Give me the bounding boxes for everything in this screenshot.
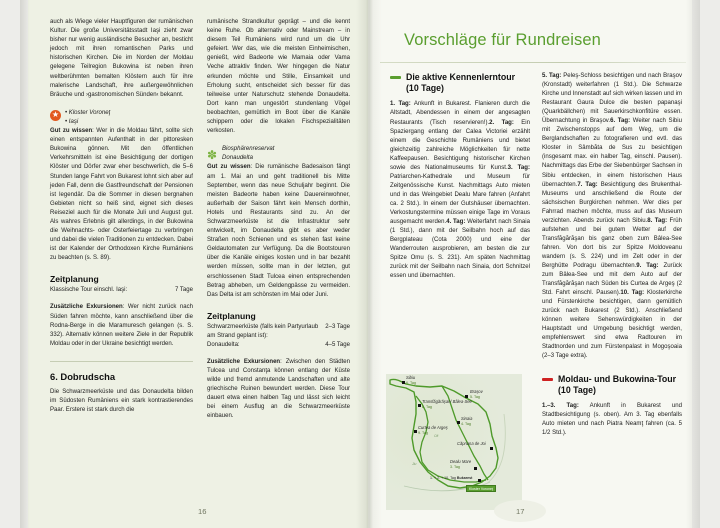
plan-row-value: 7 Tage [174,287,193,294]
plan-row-value: 4–5 Tage [325,341,350,348]
poi-item: Biosphärenreservat [222,146,275,153]
left-page-edge-shadow [20,0,30,528]
map-dot [465,395,468,398]
day-text: Ankunft in Bukarest. Flanieren durch die Altstadt, Abendessen in einem der angesagten Restaurants (Tisch reservieren!). [390,101,530,126]
tour-heading-active [390,72,530,94]
left-page-columns [50,18,350,498]
extra-excursions-label: Zusätzliche Exkursionen [50,304,123,311]
plan-row-value: 2–3 Tage [325,323,350,330]
day-label: 4. Tag: [446,219,466,226]
day-text: Ein Spaziergang entlang der Calea Victoriei erzählt einem die Geschichte Rumäniens und bietet gleichzeitig zahlreiche Möglichkeiten für nette Kaffeepausen. Besichtigung historischer Kirchen sowie des Nationalmuseums für Kunst. [390,119,530,171]
day-label: 5. Tag: [542,73,562,79]
poi-item: • Kloster Voroneţ [65,109,111,116]
route-map[interactable] [386,374,522,510]
itinerary-days-col2 [542,72,682,362]
plan-row [207,341,350,350]
paragraph-extra-excursions-moldova [50,303,193,348]
chapter-heading-dobrudscha: 6. Dobrudscha [50,370,116,382]
day-label: 7. Tag: [577,181,598,188]
day-label: 10. Tag: [620,290,645,297]
map-river-label: Olt [434,434,439,438]
poi-item: Donaudelta [222,155,253,162]
left-column-2 [207,18,350,498]
map-label-curtea-de-arges: Curtea de Argeş 9. Tag [418,425,448,435]
poi-highlight-moldova [50,109,193,127]
paragraph-dobrudscha-continued: rumänische Strandkultur geprägt – und die kennt keine Ruhe. Ob alternativ oder Mainstream – in diesem Teil Rumäniens wird rund um die Uhr gefeiert. Wer das, wie die meisten Einheimischen, genießt, wird Badeorte wie Mamaia oder Vama Veche attraktiv finden. Wer hingegen die Natur erkunden möchte und Stille, Einsamkeit und Erholung sucht, entscheidet sich besser für das teilweise unter Naturschutz stehende Donaudelta. Dort kann man ungestört stundenlang Vögel beobachten, gemütlich im Boot über die Kanäle schippern oder die lokalen Fischspezialitäten verkosten. [207,19,350,135]
folio-left: 16 [198,507,207,516]
map-dot [474,467,477,470]
day-text: Früh aufstehen und bei gutem Wetter auf der Transfăgărăşan bis ganz oben zum Bâlea-See fahren. Von dort bis zur Spitze Moldoveanu wandern (s. S. 224) und im Zelt oder in der Berghütte Podragu übernachten. [542,217,682,269]
plan-row [207,323,350,341]
good-to-know-text: : Die rumänische Badesaison fängt am 1. Mai an und geht traditionell bis Mitte September, wenn das neue Schuljahr beginnt. Die meisten Badeorte haben keine Dauereinwohner, außerhalb der Saison fährt kein Mensch dorthin, Hotels und Restaurants sind zu. An der Schwarzmeerküste ist die Infrastruktur sehr entwickelt, im Donaudelta gibt es aber weder Straßen noch Schienen und es stehen fast keine Geldautomaten zur Verfügung. Da die Bootstouren über die Kanäle einiges kosten und in bar bezahlt werden müssen, sollte man in der letzten, gut erschlossenen Stadt Tulcea einen entsprechenden Betrag abheben, um Geldengpässe zu vermeiden. Das Delta ist am schönsten im Mai oder Juni. [207,164,351,298]
day-label: 2. Tag: [489,119,514,126]
extra-excursions-label: Zusätzliche Exkursionen [207,358,281,365]
map-badge-voronet: Kloster Voroneţ [466,485,496,492]
day-text: Weiter nach Sibiu mit Zwischenstopps auf dem Weg, um die Berglandschaften zu fotografieren und evtl. das Kloster in Sâmbăta de Sus zu besichtigen (insgesamt max. ein halber Tag, einschl. Pausen). Nachmittags das Erbe der Siebenbürger Sachsen in Sibiu entdecken, in einem historischen Haus übernachten. [542,118,683,188]
plan-row-label: Klassische Tour einschl. Iaşi: [50,287,128,294]
paragraph-dobrudscha-intro: Die Schwarzmeerküste und das Donaudelta bilden im Südosten Rumäniens ein stark kontrastierendes Paar. Erstere ist stark durch die [50,388,193,414]
title-divider [380,62,686,63]
day-text: Klosterkirche und Fürstenkirche besichtigen, dann gemütlich zurück nach Bukarest (2 Std.). Anschließend können weitere Sehenswürdigkeiten in der Hauptstadt und Umgebung besichtigt werden, empfehlenswert sind etwa Radtouren im Stadtnorden und zum Fürstenpalast in Mogoşoaia (2–3 Tage extra). [542,290,682,360]
map-dot [418,404,421,407]
map-label-sinaia: Sinaia 4. Tag [461,416,473,426]
map-dot [414,430,417,433]
map-dot [490,447,493,450]
day-label: 3. Tag: [507,164,530,171]
poi-list-moldova [65,109,110,127]
route-marker-green-icon [390,76,401,79]
day-text: Zurück zum Bâlea-See und mit dem Auto auf der Transfăgărăşan nach Süden bis Curtea de Argeş (2 Std. Fahrt einschl. Pausen). [542,262,682,297]
star-icon: ★ [51,110,60,120]
map-river-label-2: Jiu [412,462,417,466]
map-label-bukarest: 1. + 2. + 10. Tag Bukarest [430,476,473,480]
map-label-brasov: Braşov 5. Tag [470,389,483,399]
paragraph-good-to-know-moldova [50,127,193,263]
poi-item: • Iaşi [65,118,79,125]
tour-heading-moldova [542,374,682,396]
good-to-know-text: : Wer in die Moldau fährt, sollte sich einen entspannten Aufenthalt in der pittoresken Bukowina gönnen. Mit den öffentlichen Verkehrsmitteln ist eine Besichtigung der dortigen Klöster und Dörfer zwar eher beschwerlich, die 5–6 Stunden lange Fahrt von Bukarest lohnt sich aber auf jeden Fall, denn die Gastfreundschaft der Pensionen ist legendär. Da die Sommer in diesen bergnahen Gebieten nicht so heiß sind, eignet sich dieses Reiseziel auch für die Monate Juli und August gut. Als wahres Erlebnis gilt allerdings, in der Bukowina die Weihnachts- oder Osterfeiertage zu verbringen und dabei die vielen Traditionen zu entdecken. Dabei ist der Kalender der Orthodoxen Kirche Rumäniens zu beachten (s. S. 89). [50,128,193,262]
day-label: 9. Tag: [636,262,659,269]
route-marker-red-icon [542,378,553,381]
day-text: Besichtigung des Brukenthal-Museums und anschließend die Route der sächsischen Burgkirchen nehmen. Wer dies per Fahrrad machen möchte, muss auf das Museum verzichten. Abends zurück nach Sibiu. [542,181,682,224]
itinerary-days-col1 [390,100,530,281]
extra-excursions-text: : Zwischen den Städten Tulcea und Constanţa können entlang der Küste wilde und fremd anmutende Landschaften und alte griechische Ruinen bewundert werden. Diese Tour dauert etwa einen halben Tag und lässt sich leicht bei einem Ausflug an die Schwarzmeerküste einbauen. [207,358,351,420]
day-text: Patriarchen-Kathedrale und Museum für Zeitgenössische Kunst. Nachmittags Auto mieten und in das Weingebiet Dealu Mare fahren (Anfahrt ca. 2 Std.). In einem der Gutshäuser übernachten. Verkostungstermine müssen einige Tage im Voraus ausgemacht werden. [390,173,530,226]
tour-title: Moldau- und Bukowina-Tour (10 Tage) [558,373,677,395]
tour-title: Die aktive Kennenlerntour (10 Tage) [406,72,516,94]
day-label: 8. Tag: [647,217,668,224]
plan-row-label: Schwarzmeerküste (falls kein Partyurlaub am Strand geplant ist): [207,323,319,339]
map-dot [478,479,481,482]
good-to-know-label: Gut zu wissen [207,164,251,171]
extra-excursions-text: : Wer nicht zurück nach Süden fahren möchte, kann anschließend über die Rodna-Berge in die Maramuresch gelangen (s. S. 332). Alternativ können weitere Ziele in der Republik Moldau oder in der Ukraine besichtigt werden. [50,304,194,347]
map-label-sibiu: Sibiu 6. Tag [406,375,416,385]
page-title: Vorschläge für Rundreisen [404,31,601,49]
flower-icon: ✽ [207,148,218,163]
poi-list-delta [222,145,274,163]
right-column-2 [542,72,682,512]
map-label-transfagarasan: Transfăgărăşan/ Bâlea-See 8. Tag [422,399,472,409]
folio-right: 17 [516,507,525,516]
day-label: 6. Tag: [610,118,631,125]
map-dot [457,421,460,424]
itinerary-days-tour2 [542,402,682,438]
poi-highlight-delta [207,145,350,163]
good-to-know-label: Gut zu wissen [50,128,93,135]
day-label: 1. Tag: [390,101,411,108]
paragraph-good-to-know-delta [207,163,350,299]
plan-row-label: Donaudelta: [207,341,240,348]
day-text: Ankunft in Bukarest und Stadtbesichtigung (s. oben). Am 3. Tag ebenfalls Auto mieten und nach Piatra Neamţ fahren (ca. 5 1/2 Std.). [542,402,682,437]
map-route-lines [386,374,522,510]
heading-zeitplanung-moldova: Zeitplanung [50,274,99,285]
plan-row [50,286,193,295]
left-column-1 [50,18,193,498]
day-text: Peleş-Schloss besichtigen und nach Braşov (Kronstadt) weiterfahren (1 Std.). Die Schwarze Kirche und Innenstadt auf sich wirken lassen und im Restaurant Gaura Dulce die besten papanaşi (Quarkbällchen) mit Sauerkirschkonfitüre essen. Übernachtung in Braşov. [542,73,682,125]
paragraph-moldova-intro: auch als Wiege vieler Hauptfiguren der rumänischen Kultur. Die große Universitätsstadt Iaşi zieht zwar bisher nur wenig ausländische Besucher an, besticht jedoch mit ihren romantischen Parks und historischen Kirchen. Die im Norden der Moldau gelegene Teilregion Bukowina ist neben ihren weltberühmten bemalten Klöstern auch für ihre malerische Landschaft, ihre außergewöhnlichen Bräuche und ›gastronomischen Sünden‹ bekannt. [50,19,193,98]
map-label-capriana: Căpriana de Joi [457,441,486,446]
day-text: Weiterfahrt nach Sinaia (1 Std.), dann mit der Seilbahn hoch auf das Bergplateau (Cota 2000) und eine der Wanderrouten ausprobieren, am besten die zur Spitze Omu (s. S. 231). Am späten Nachmittag zurück mit der Seilbahn nach Sinaia, dort Schnitzel essen und übernachten. [390,219,530,280]
section-divider [50,361,193,362]
heading-zeitplanung-delta: Zeitplanung [207,310,256,321]
map-label-dealu-mare: Dealu Mare 3. Tag [450,459,472,469]
right-page-edge-shadow [686,0,700,528]
map-dot [402,381,405,384]
paragraph-extra-excursions-delta [207,358,350,422]
day-label: 1.–3. Tag: [542,402,579,409]
